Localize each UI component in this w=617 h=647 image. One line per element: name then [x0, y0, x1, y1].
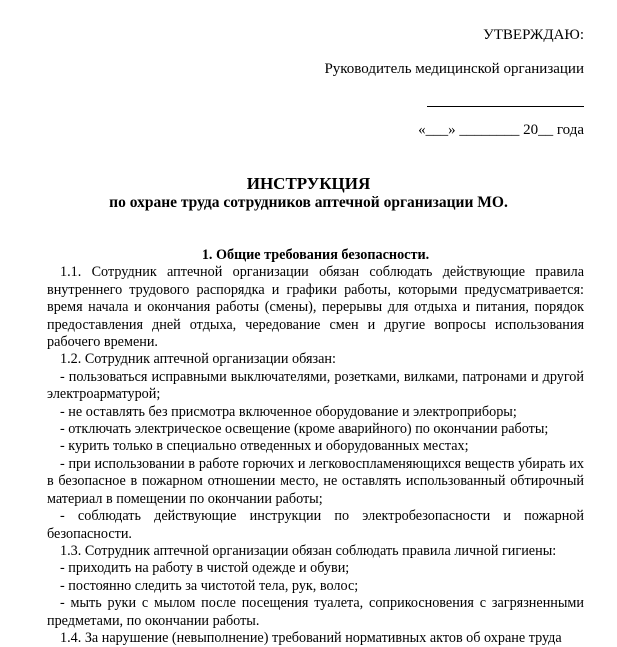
list-item: - при использовании в работе горючих и легковоспламеняющихся веществ убирать их в безопасное в пожарном отношении место, не оставлять использованный обтирочный материал в помещении по окончании работы;: [47, 455, 584, 507]
list-item: - мыть руки с мылом после посещения туалета, соприкосновения с загрязненными предметами, по окончании работы.: [47, 595, 584, 629]
list-item: - соблюдать действующие инструкции по электробезопасности и пожарной безопасности.: [47, 508, 584, 542]
signature-line: [427, 106, 584, 107]
paragraph-1-4: 1.4. За нарушение (невыполнение) требований нормативных актов об охране труда: [60, 629, 562, 646]
list-item: - приходить на работу в чистой одежде и обуви;: [60, 560, 350, 577]
approval-position: Руководитель медицинской организации: [324, 61, 584, 77]
document-subtitle: по охране труда сотрудников аптечной организации МО.: [109, 194, 508, 211]
list-item: - не оставлять без присмотра включенное оборудование и электроприборы;: [60, 403, 517, 420]
list-item: - постоянно следить за чистотой тела, рук, волос;: [60, 577, 359, 594]
paragraph-1-3: 1.3. Сотрудник аптечной организации обязан соблюдать правила личной гигиены:: [60, 542, 557, 559]
approval-label: УТВЕРЖДАЮ:: [483, 27, 584, 43]
document-title: ИНСТРУКЦИЯ: [246, 174, 371, 193]
paragraph-1-1: 1.1. Сотрудник аптечной организации обязан соблюдать действующие правила внутреннего трудового распорядка и графики работы, которыми предусматривается: время начала и окончания работы (смены), перерывы для отдыха и питания, порядок предоставления дней отдыха, чередование смен и другие вопросы использования рабочего времени.: [47, 264, 584, 351]
approval-date: «___» ________ 20__ года: [418, 122, 584, 138]
document-body: [47, 247, 584, 647]
list-item: - отключать электрическое освещение (кроме аварийного) по окончании работы;: [60, 421, 549, 438]
section-heading: 1. Общие требования безопасности.: [201, 247, 430, 263]
paragraph-1-2: 1.2. Сотрудник аптечной организации обязан:: [60, 351, 336, 368]
list-item: - пользоваться исправными выключателями, розетками, вилками, патронами и другой электроарматурой;: [47, 368, 584, 403]
list-item: - курить только в специально отведенных и оборудованных местах;: [60, 438, 469, 455]
